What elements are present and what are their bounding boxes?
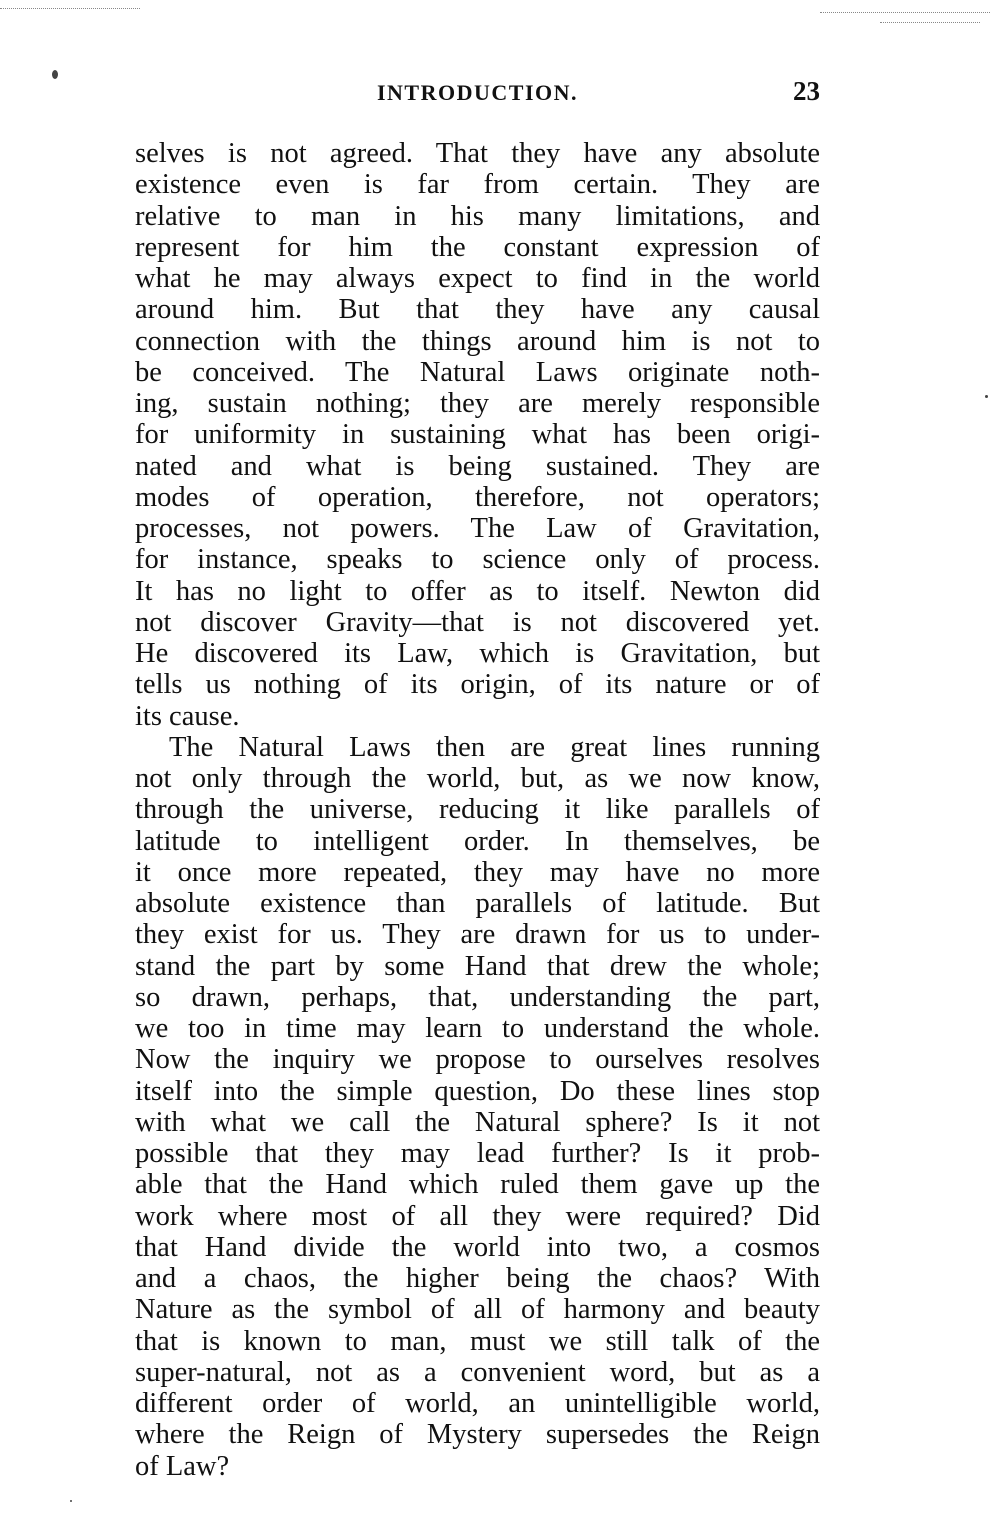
running-head (135, 76, 820, 112)
text-line: Now the inquiry we propose to ourselves resolves (135, 1044, 820, 1076)
text-line: we too in time may learn to understand the whole. (135, 1013, 820, 1044)
text-line: existence even is far from certain. They are (135, 169, 820, 201)
text-line: they exist for us. They are drawn for us to under- (135, 919, 820, 951)
text-line: modes of operation, therefore, not operators; (135, 481, 820, 513)
text-line: and a chaos, the higher being the chaos? With (135, 1263, 820, 1294)
text-line: stand the part by some Hand that drew the whole; (135, 950, 820, 982)
text-line: through the universe, reducing it like parallels of (135, 794, 820, 826)
text-line: for uniformity in sustaining what has been origi- (135, 419, 820, 451)
page-number: 23 (793, 76, 820, 106)
text-line: its cause. (135, 700, 240, 732)
text-line: with what we call the Natural sphere? Is it not (135, 1106, 820, 1138)
text-line: The Natural Laws then are great lines running (169, 731, 820, 763)
text-line: He discovered its Law, which is Gravitation, but (135, 638, 820, 669)
text-line: absolute existence than parallels of latitude. But (135, 888, 820, 919)
text-line: selves is not agreed. That they have any absolute (135, 138, 820, 169)
text-line: it once more repeated, they may have no more (135, 856, 820, 888)
text-line: where the Reign of Mystery supersedes the Reign (135, 1419, 820, 1451)
text-line: work where most of all they were required? Did (135, 1200, 820, 1232)
text-line: what he may always expect to find in the world (135, 263, 820, 294)
running-title: INTRODUCTION. (376, 80, 579, 105)
text-line: latitude to intelligent order. In themselves, be (135, 825, 820, 857)
scan-smudge (820, 12, 990, 13)
text-line: super-natural, not as a convenient word, but as a (135, 1356, 820, 1388)
text-line: nated and what is being sustained. They are (135, 450, 820, 482)
ink-speck (70, 1500, 72, 1502)
text-line: possible that they may lead further? Is it prob- (135, 1138, 820, 1169)
text-line: be conceived. The Natural Laws originate noth- (135, 356, 820, 388)
text-line: of Law? (135, 1450, 230, 1482)
text-line: different order of world, an unintelligible world, (135, 1388, 820, 1419)
scan-smudge (880, 22, 980, 23)
text-line: ing, sustain nothing; they are merely responsible (135, 388, 820, 419)
ink-speck (985, 395, 988, 398)
text-line: itself into the simple question, Do these lines stop (135, 1075, 820, 1107)
text-line: for instance, speaks to science only of process. (135, 544, 820, 576)
text-line: tells us nothing of its origin, of its nature or of (135, 669, 820, 701)
text-line: processes, not powers. The Law of Gravitation, (135, 513, 820, 544)
text-line: It has no light to offer as to itself. Newton did (135, 575, 820, 607)
text-line: Nature as the symbol of all of harmony and beauty (135, 1294, 820, 1326)
text-line: that Hand divide the world into two, a cosmos (135, 1231, 820, 1263)
ink-speck (52, 70, 58, 79)
text-line: not only through the world, but, as we now know, (135, 763, 820, 794)
text-line: relative to man in his many limitations, and (135, 200, 820, 232)
text-line: around him. But that they have any causal (135, 294, 820, 326)
text-line: not discover Gravity—that is not discovered yet. (135, 606, 820, 638)
text-line: that is known to man, must we still talk of the (135, 1325, 820, 1357)
body-text (135, 138, 820, 1482)
scan-smudge (0, 8, 140, 9)
text-line: represent for him the constant expression of (135, 231, 820, 263)
text-line: so drawn, perhaps, that, understanding the part, (135, 981, 820, 1013)
text-line: connection with the things around him is not to (135, 325, 820, 357)
text-line: able that the Hand which ruled them gave up the (135, 1169, 820, 1201)
